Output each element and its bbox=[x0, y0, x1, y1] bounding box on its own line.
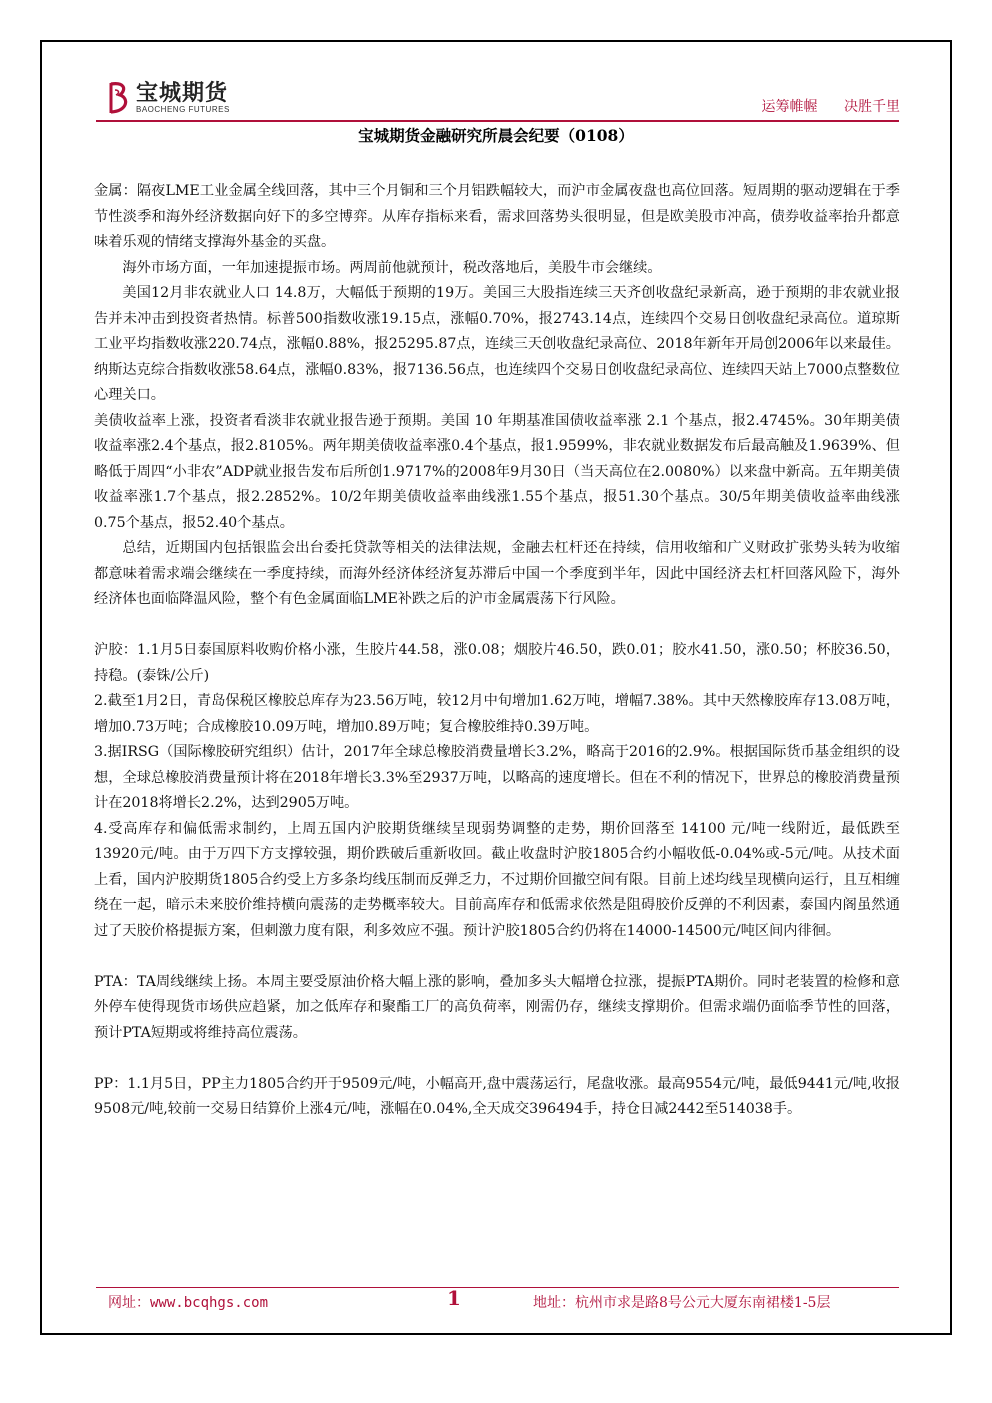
logo-english-name: BAOCHENG FUTURES bbox=[136, 105, 230, 114]
paragraph-us-treasury: 美债收益率上涨，投资者看淡非农就业报告逊于预期。美国 10 年期基准国债收益率涨 2.1 个基点，报2.4745%。30年期美债收益率涨2.4个基点，报2.8105%。两年期美债收益率涨0.4个基点，报1.9599%，非农就业数据发布后最高触及1.9639%、但略低于周四“小非农”ADP就业报告发布后所创1.9717%的2008年9月30日（当天高位在2.0080%）以来盘中新高。五年期美债收益率涨1.7个基点，报2.2852%。10/2年期美债收益率曲线涨1.55个基点，报51.30个基点。30/5年期美债收益率曲线涨0.75个基点，报52.40个基点。 bbox=[94, 412, 900, 531]
paragraph-rubber-4: 4.受高库存和偏低需求制约，上周五国内沪胶期货继续呈现弱势调整的走势，期价回落至 14100 元/吨一线附近，最低跌至13920元/吨。由于万四下方支撑较强，期价跌破后重新收回。截止收盘时沪胶1805合约小幅收低-0.04%或-5元/吨。从技术面上看，国内沪胶期货1805合约受上方多条均线压制而反弹乏力，不过期价回撤空间有限。目前上述均线呈现横向运行，且互相缠绕在一起，暗示未来胶价维持横向震荡的走势概率较大。目前高库存和低需求依然是阻碍胶价反弹的不利因素，泰国内阁虽然通过了天胶价格提振方案，但刺激力度有限，利多效应不强。预计沪胶1805合约仍将在14000-14500元/吨区间内徘徊。 bbox=[94, 820, 900, 939]
logo-b-icon bbox=[106, 80, 130, 116]
paragraph-metals: 金属：隔夜LME工业金属全线回落，其中三个月铜和三个月铝跌幅较大，而沪市金属夜盘也高位回落。短周期的驱动逻辑在于季节性淡季和海外经济数据向好下的多空博弈。从库存指标来看，需求回落势头很明显，但是欧美股市冲高，债券收益率抬升都意味着乐观的情绪支撑海外基金的买盘。 bbox=[94, 183, 900, 250]
paragraph-gap bbox=[94, 944, 900, 970]
header-slogan: 运筹帷幄 决胜千里 bbox=[761, 99, 900, 115]
document-title: 宝城期货金融研究所晨会纪要（0108） bbox=[358, 126, 634, 145]
footer-website-label: 网址： bbox=[108, 1295, 150, 1311]
paragraph-pp: PP：1.1月5日，PP主力1805合约开于9509元/吨，小幅高开,盘中震荡运行，尾盘收涨。最高9554元/吨，最低9441元/吨,收报9508元/吨,较前一交易日结算价上涨4元/吨，涨幅在0.04%,全天成交396494手，持仓日减2442至514038手。 bbox=[94, 1075, 900, 1117]
footer-divider bbox=[96, 1287, 899, 1288]
company-logo bbox=[106, 78, 230, 118]
footer-website-link[interactable]: www.bcqhgs.com bbox=[150, 1295, 269, 1311]
paragraph-overseas-market: 海外市场方面，一年加速提振市场。两周前他就预计，税改落地后，美股牛市会继续。 bbox=[122, 259, 662, 276]
footer-address: 地址：杭州市求是路8号公元大厦东南裙楼1-5层 bbox=[533, 1295, 831, 1311]
document-body bbox=[94, 179, 900, 1123]
paragraph-rubber-3: 3.据IRSG（国际橡胶研究组织）估计，2017年全球总橡胶消费量增长3.2%，略高于2016的2.9%。根据国际货币基金组织的设想，全球总橡胶消费量预计将在2018年增长3.3%至2937万吨，以略高的速度增长。但在不利的情况下，世界总的橡胶消费量预计在2018将增长2.2%，达到2905万吨。 bbox=[94, 744, 900, 811]
footer-website bbox=[108, 1292, 268, 1312]
paragraph-rubber-2: 2.截至1月2日，青岛保税区橡胶总库存为23.56万吨，较12月中旬增加1.62万吨，增幅7.38%。其中天然橡胶库存13.08万吨，增加0.73万吨；合成橡胶10.09万吨，增加0.89万吨；复合橡胶维持0.39万吨。 bbox=[94, 693, 900, 735]
paragraph-us-nonfarm: 美国12月非农就业人口 14.8万，大幅低于预期的19万。美国三大股指连续三天齐创收盘纪录新高，逊于预期的非农就业报告并未冲击到投资者热情。标普500指数收涨19.15点，涨幅0.70%，报2743.14点，连续四个交易日创收盘纪录高位。道琼斯工业平均指数收涨220.74点，涨幅0.88%，报25295.87点，连续三天创收盘纪录高位、2018年新年开局创2006年以来最佳。纳斯达克综合指数收涨58.64点，涨幅0.83%，报7136.56点，也连续四个交易日创收盘纪录高位、连续四天站上7000点整数位心理关口。 bbox=[94, 285, 900, 403]
paragraph-pta: PTA：TA周线继续上扬。本周主要受原油价格大幅上涨的影响，叠加多头大幅增仓拉涨，提振PTA期价。同时老装置的检修和意外停车使得现货市场供应趋紧，加之低库存和聚酯工厂的高负荷率，刚需仍存，继续支撑期价。但需求端仍面临季节性的回落，预计PTA短期或将维持高位震荡。 bbox=[94, 973, 900, 1041]
paragraph-gap bbox=[94, 613, 900, 639]
page-number: 1 bbox=[447, 1286, 461, 1310]
paragraph-gap bbox=[94, 1046, 900, 1072]
logo-chinese-name: 宝城期货 bbox=[136, 80, 229, 106]
paragraph-summary: 总结，近期国内包括银监会出台委托贷款等相关的法律法规，金融去杠杆还在持续，信用收缩和广义财政扩张势头转为收缩都意味着需求端会继续在一季度持续，而海外经济体经济复苏滞后中国一个季度到半年，因此中国经济去杠杆回落风险下，海外经济体也面临降温风险，整个有色金属面临LME补跌之后的沪市金属震荡下行风险。 bbox=[94, 540, 900, 607]
paragraph-rubber-1: 沪胶：1.1月5日泰国原料收购价格小涨，生胶片44.58，涨0.08；烟胶片46.50，跌0.01；胶水41.50，涨0.50；杯胶36.50，持稳。(泰铢/公斤) bbox=[94, 642, 900, 684]
header-divider bbox=[96, 120, 899, 122]
